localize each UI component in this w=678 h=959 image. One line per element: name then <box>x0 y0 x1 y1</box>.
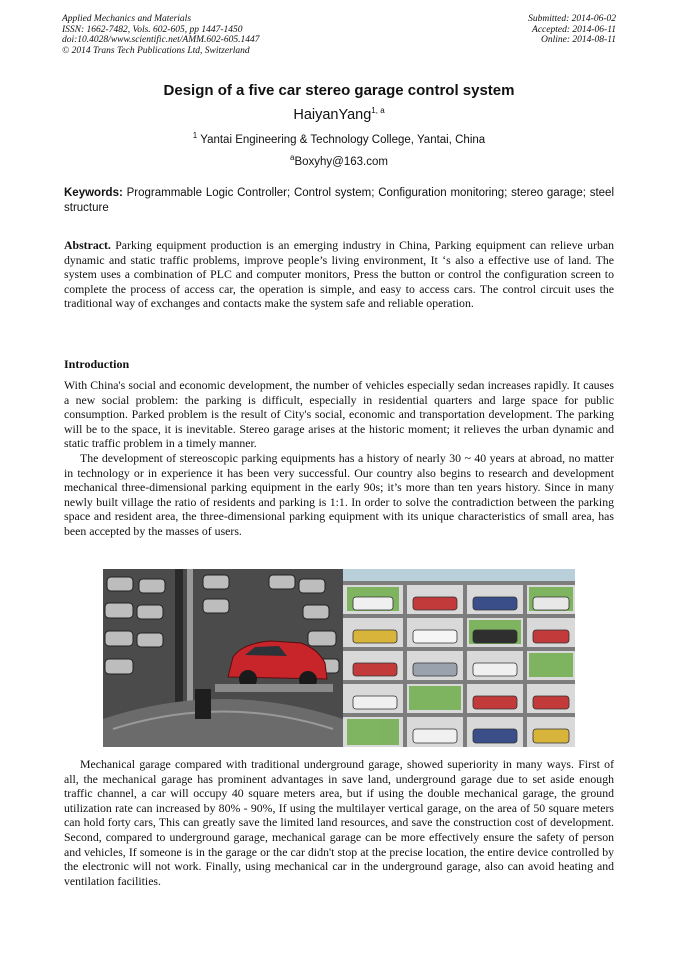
affiliation-superscript: 1 <box>192 131 198 140</box>
accepted-date: Accepted: 2014-06-11 <box>532 24 616 35</box>
intro-paragraph-1: With China's social and economic development, the number of vehicles especially sedan increases rapidly. It causes a new social problem: the parking is difficult, especially in residential quarters and large space for public consumption. Parked problem is the result of City's social, economic and transportation development. The parking will be to the space, it is inevitable. Stereo garage arises at the historic moment; it relieves the urban dynamic and static traffic problem in a timely manner. <box>64 378 614 451</box>
garage-photos-figure <box>103 569 575 747</box>
author-superscript: 1, a <box>371 106 385 115</box>
email-line <box>0 153 678 168</box>
journal-header <box>62 14 259 56</box>
introduction-body <box>64 378 614 539</box>
abstract-text: Parking equipment production is an emerging industry in China, Parking equipment can relieve urban dynamic and static traffic problems, improve people’s living environment, It ‘s also a effective use of land. The system uses a combination of PLC and computer monitors, Press the button or control the configuration screen to complete the process of access car, the operation is simple, and easy to access cars. The control circuit uses the traditional way of exchanges and contacts make the system safe and reliable operation. <box>64 238 614 311</box>
copyright-line: © 2014 Trans Tech Publications Ltd, Switzerland <box>62 45 250 56</box>
affiliation <box>0 131 678 146</box>
author-name: HaiyanYang <box>293 106 372 123</box>
abstract-label: Abstract. <box>64 238 111 252</box>
email-address[interactable]: Boxyhy@163.com <box>294 155 388 168</box>
keywords-label: Keywords: <box>64 187 123 199</box>
abstract <box>64 238 614 311</box>
multilevel-garage-photo <box>343 569 575 747</box>
paper-title: Design of a five car stereo garage control system <box>163 82 515 99</box>
keywords-text: Programmable Logic Controller; Control system; Configuration monitoring; stereo garage; steel structure <box>64 187 615 214</box>
intro-paragraph-2: The development of stereoscopic parking equipments has a history of nearly 30 ~ 40 years at abroad, no matter in technology or in experience it has been very successful. Our country also begins to research and development mechanical three-dimensional parking equipment in the early 90s; it’s more than ten years history. Since in many newly built village the ratio of residents and parking is 1:1. In order to solve the contradiction between the parking space and resident area, the three-dimensional parking equipment with its unique characteristics of small area, has been accepted by the masses of users. <box>64 450 614 538</box>
issn-line: ISSN: 1662-7482, Vols. 602-605, pp 1447-1450 <box>62 24 243 35</box>
doi-line: doi:10.4028/www.scientific.net/AMM.602-605.1447 <box>62 35 260 46</box>
intro-continued <box>64 757 614 888</box>
dates-header <box>528 14 616 46</box>
author-line <box>0 106 678 123</box>
introduction-heading: Introduction <box>64 357 130 371</box>
submitted-date: Submitted: 2014-06-02 <box>528 14 616 24</box>
intro-paragraph-3: Mechanical garage compared with traditional underground garage, showed superiority in many ways. First of all, the mechanical garage has prominent advantages in save land, underground garage due to set aside enough traffic channel, a car will occupy 40 square meters area, but if using the double mechanical garage, the ground utilization rate can increased by 80% - 90%, If using the multilayer vertical garage, on the area of 50 square meters can hold forty cars, This can greatly save the limited land resources, and save the construction cost of development. Second, compared to underground garage, mechanical garage can be more effectively ensure the safety of person and vehicles, If someone is in the garage or the car didn't stop at the precise location, the entire device controlled by the electronic will not work. Finally, using mechanical car in the underground garage, also can avoid heating and ventilation facilities. <box>64 757 614 888</box>
keywords <box>64 186 614 216</box>
journal-name: Applied Mechanics and Materials <box>62 14 192 24</box>
online-date: Online: 2014-08-11 <box>540 35 616 46</box>
tower-garage-photo <box>103 569 343 747</box>
affiliation-text: Yantai Engineering & Technology College, Yantai, China <box>200 133 486 146</box>
email-superscript: a <box>290 153 295 162</box>
